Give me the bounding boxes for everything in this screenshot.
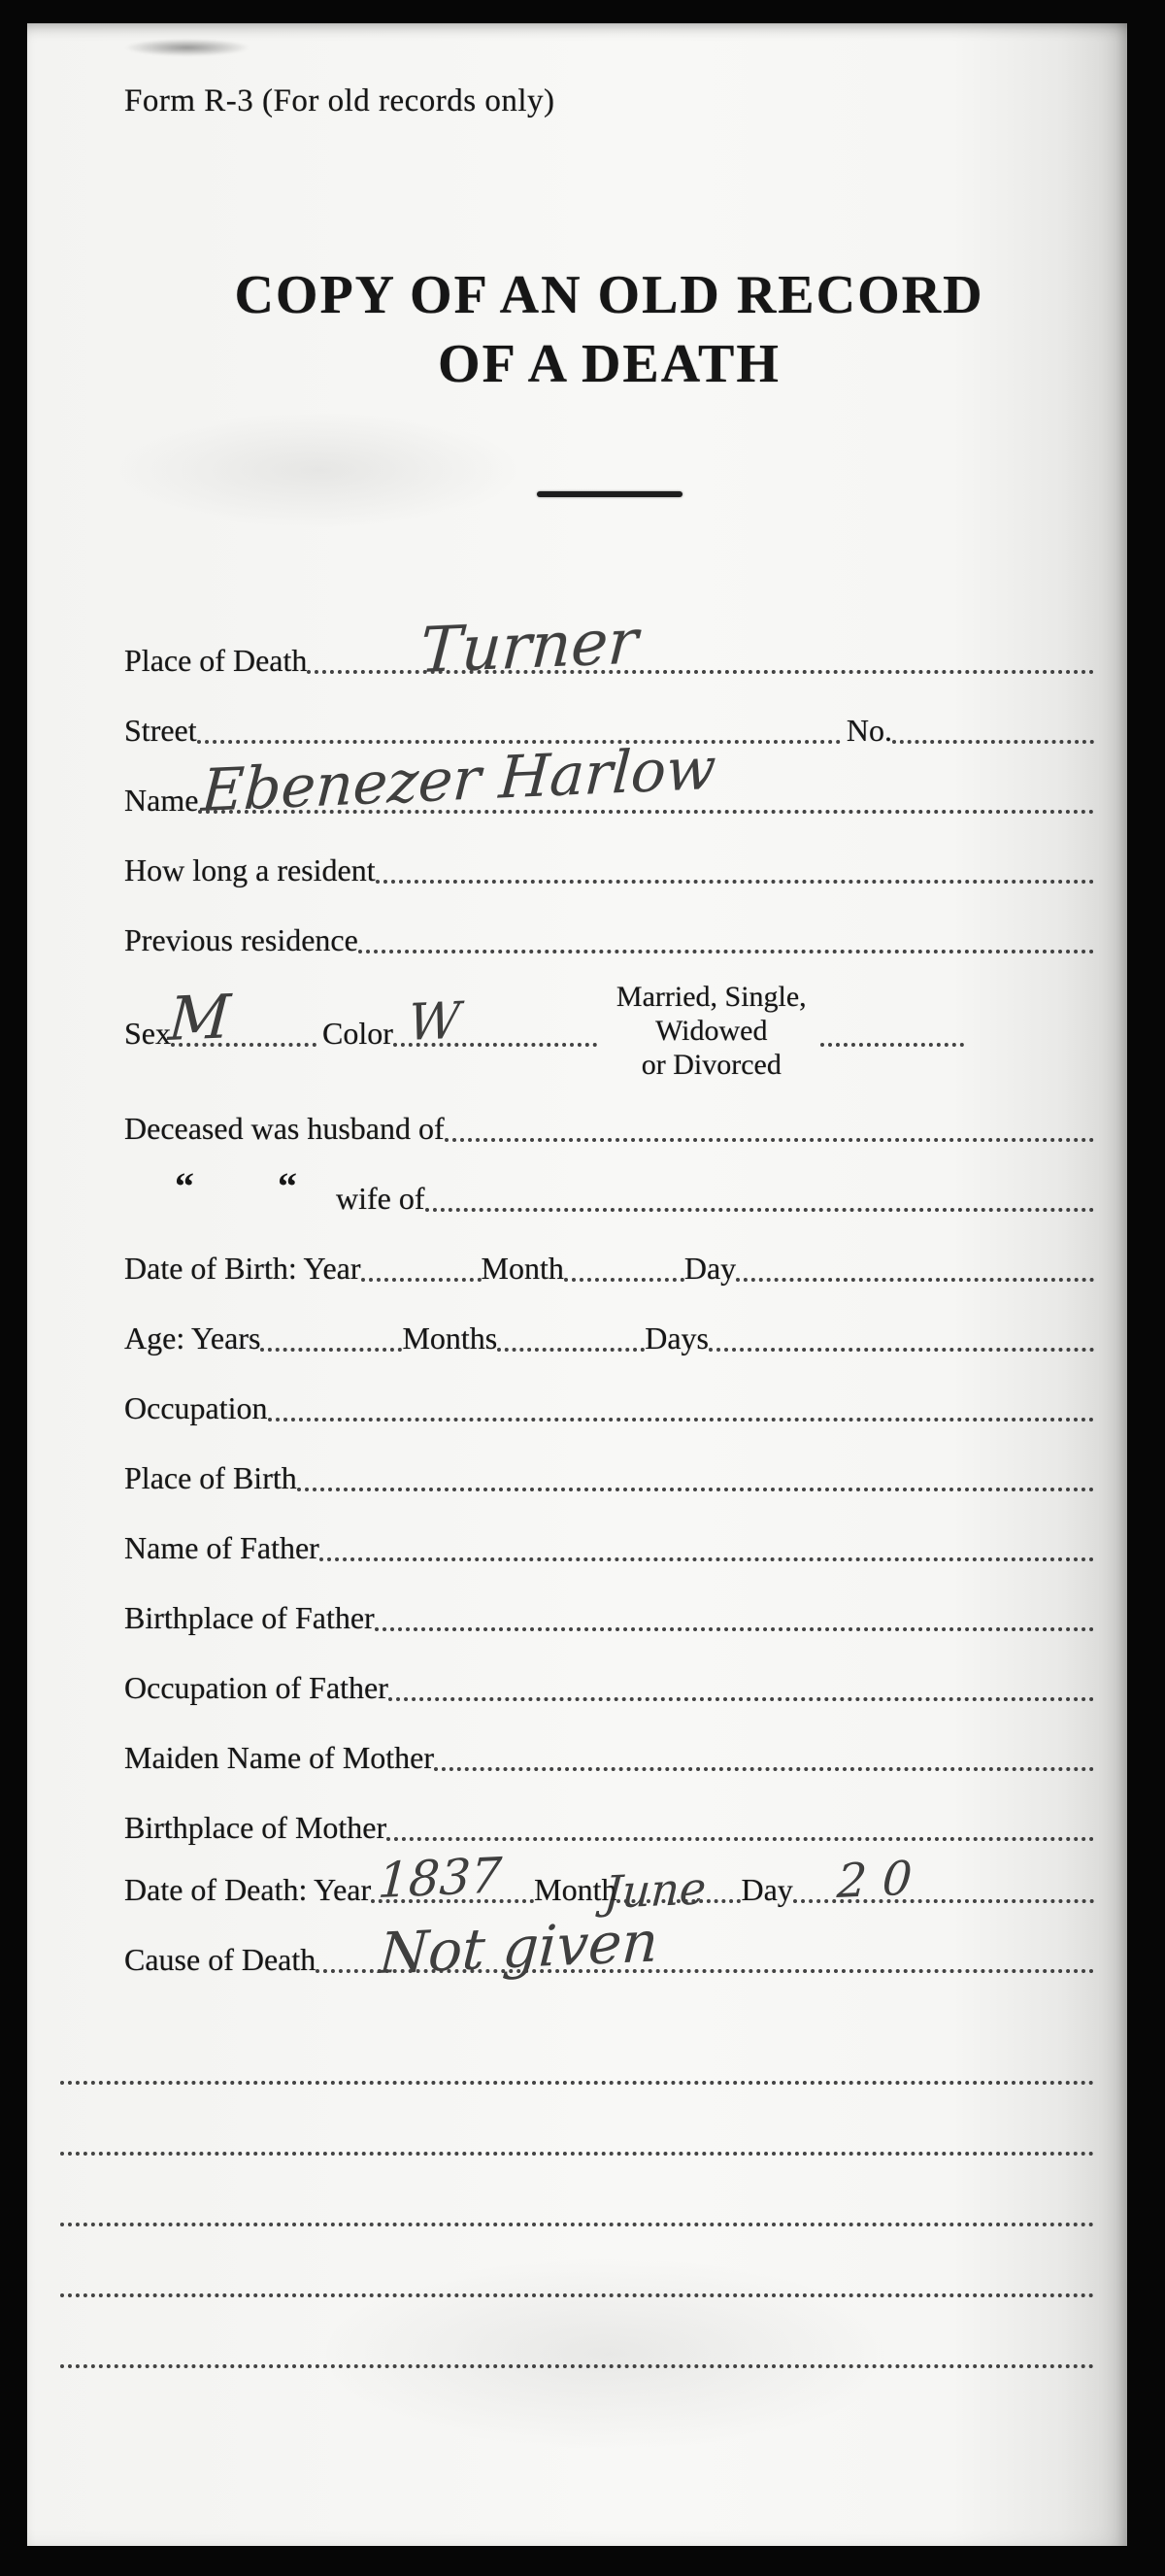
title-line-1: COPY OF AN OLD RECORD [234,265,984,325]
dotted-line [358,950,1094,953]
field-row-maiden-name-of-mother [124,1717,1094,1787]
dotted-line [892,740,1094,744]
divider-dash [537,491,682,497]
field-label: Months [402,1321,498,1356]
field-label: Sex [124,1016,171,1052]
dotted-line [316,1908,1094,1987]
marital-line-2: Widowed [655,1014,768,1047]
field-label: Name of Father [124,1530,319,1566]
dotted-line [60,2152,1094,2156]
blank-line [124,2305,1094,2376]
field-label: Days [645,1321,709,1356]
dotted-line [166,981,316,1055]
field-row-date-of-death [124,1847,1094,1919]
dotted-line [793,1850,1094,1909]
form-content [27,23,1127,2376]
blank-line [124,2234,1094,2305]
field-label: How long a resident [124,853,376,888]
dotted-line [497,1348,645,1352]
ditto-mark: “ [175,1164,194,1209]
field-label: Date of Birth: Year [124,1251,361,1287]
field-row-date-of-birth [124,1227,1094,1297]
dotted-line [60,2081,1094,2085]
dotted-line [434,1767,1094,1771]
handwritten-death-month: June [603,1860,709,1919]
dotted-line [388,1697,1094,1701]
dotted-line [268,1418,1095,1422]
field-label: Month [534,1872,617,1908]
field-label: Place of Death [124,643,308,679]
blank-line [124,2163,1094,2234]
field-label: Birthplace of Father [124,1600,375,1636]
field-label: Maiden Name of Mother [124,1740,435,1776]
field-row-how-long-resident [124,829,1094,899]
field-label: Birthplace of Mother [124,1810,387,1846]
dotted-line [60,2293,1094,2297]
dotted-line [425,1208,1094,1212]
field-row-sex-color-marital [124,969,1094,1087]
dotted-line [375,1627,1094,1631]
handwritten-cause-of-death: Not given [377,1908,661,1987]
field-row-cause-of-death [124,1908,1094,1989]
field-label: Color [322,1016,393,1052]
dotted-line [371,1847,534,1910]
dotted-line [260,1348,402,1352]
handwritten-place-of-death: Turner [417,605,641,687]
marital-line-1: Married, Single, [616,980,807,1013]
field-label: Day [683,1251,737,1287]
handwritten-color: W [406,991,462,1054]
field-label: Date of Death: Year [124,1872,372,1908]
field-row-age [124,1297,1094,1367]
ditto-mark: “ [278,1164,297,1209]
blank-line [124,2022,1094,2092]
field-label: Deceased was husband of [124,1111,445,1147]
field-label: Day [741,1872,793,1908]
scanned-paper [27,23,1127,2546]
dotted-line [297,1488,1094,1491]
field-label: Cause of Death [124,1942,316,1978]
field-label: Age: Years [124,1321,261,1356]
marital-status-label [597,980,820,1087]
form-fields [124,605,1094,2376]
field-label: Previous residence [124,922,358,958]
dotted-line [820,1043,964,1047]
dotted-line [386,1837,1094,1841]
handwritten-sex: M [166,981,233,1055]
document-title [124,261,1094,398]
dotted-line [445,1138,1094,1142]
dotted-line [393,991,597,1054]
field-label: Place of Birth [124,1460,297,1496]
field-label: Occupation of Father [124,1670,388,1706]
field-row-occupation-of-father [124,1647,1094,1717]
handwritten-name: Ebenezer Harlow [199,734,718,826]
field-row-previous-residence [124,899,1094,969]
field-row-name-of-father [124,1507,1094,1577]
field-row-husband-of [124,1087,1094,1157]
dotted-line [198,734,1094,826]
dotted-line [709,1348,1094,1352]
field-label: Name [124,783,199,819]
field-row-name [124,734,1094,829]
field-row-place-of-birth [124,1437,1094,1507]
field-row-place-of-death [124,605,1094,689]
dotted-line [376,880,1094,884]
blank-lines-section [124,2022,1094,2376]
dotted-line [361,1278,482,1282]
marital-line-3: or Divorced [641,1049,782,1081]
dotted-line [307,605,1094,687]
field-label: Occupation [124,1390,268,1426]
field-label: No. [846,713,892,749]
title-line-2: OF A DEATH [438,333,781,394]
dotted-line [60,2364,1094,2368]
blank-line [124,2092,1094,2163]
form-number-label: Form R-3 (For old records only) [124,84,555,118]
field-row-birthplace-of-father [124,1577,1094,1647]
handwritten-death-day: 20 [835,1850,929,1909]
field-label: wife of [336,1181,425,1217]
field-row-birthplace-of-mother [124,1787,1094,1857]
dotted-line [60,2223,1094,2226]
dotted-line [319,1557,1094,1561]
dotted-line [564,1278,684,1282]
field-row-wife-of [124,1157,1094,1227]
field-label: Month [481,1251,564,1287]
field-label: Street [124,713,197,749]
dotted-line [736,1278,1094,1282]
dotted-line [603,1860,741,1919]
handwritten-death-year: 1837 [376,1847,504,1910]
field-row-occupation [124,1367,1094,1437]
